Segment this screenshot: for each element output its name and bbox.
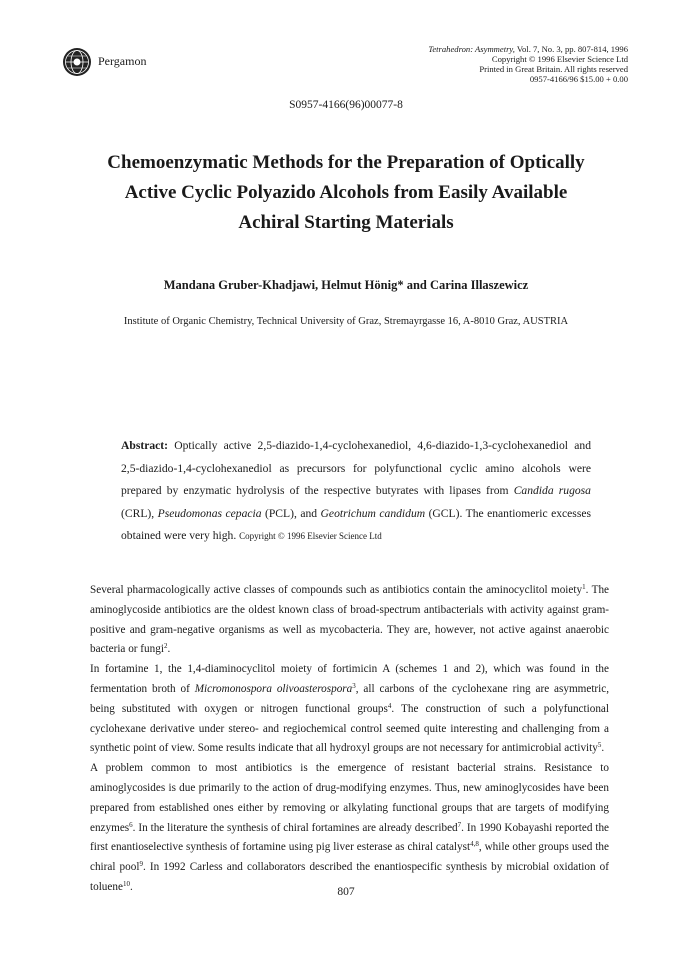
abstract-copyright: Copyright © 1996 Elsevier Science Ltd <box>239 531 382 541</box>
reference-marker: 5 <box>597 741 602 750</box>
reference-marker: 4,8 <box>470 840 479 849</box>
paragraph-text: . The aminoglycoside antibiotics are the oldest known class of broad-spectrum antibacterials with activity against gram-positive and gram-negative organisms as well as mycobacteria. They are, however, not active against anaerobic bacteria or fungi <box>90 584 609 656</box>
publisher-name: Pergamon <box>98 54 147 68</box>
reference-marker: 10 <box>122 879 130 888</box>
reference-marker: 1 <box>582 583 586 591</box>
journal-citation <box>328 44 628 54</box>
species-name: Geotrichum candidum <box>320 506 426 520</box>
abstract <box>121 435 591 548</box>
abstract-text: (GCL). The enantiomeric excesses obtained were very high. <box>121 506 591 542</box>
article-identifier: S0957-4166(96)00077-8 <box>289 99 403 111</box>
species-name: Candida rugosa <box>513 484 591 497</box>
paragraph-text: . In 1992 Carless and collaborators described the enantiospecific synthesis by microbial oxidation of toluene <box>90 861 610 893</box>
printed-line: Printed in Great Britain. All rights reserved <box>479 64 628 74</box>
reference-marker: 3 <box>352 681 356 690</box>
abstract-text: (PCL), and <box>261 506 321 520</box>
author-affiliation: Institute of Organic Chemistry, Technical University of Graz, Stremayrgasse 16, A-8010 Graz, AUSTRIA <box>123 316 569 327</box>
abstract-text: Optically active 2,5-diazido-1,4-cyclohexanediol, 4,6-diazido-1,3-cyclohexanediol and 2,5-diazido-1,4-cyclohexanediol as precursors for polyfunctional cyclic amino alcohols were prepared by enzymatic hydrolysis of the respective butyrates with lipases from <box>121 439 591 497</box>
copyright-line: Copyright © 1996 Elsevier Science Ltd <box>491 54 628 64</box>
journal-citation-block <box>328 44 628 84</box>
paragraph-text: In fortamine 1, the 1,4-diaminocyclitol moiety of fortimicin A (schemes 1 and 2), which was found in the fermentation broth of <box>90 663 609 695</box>
paragraph <box>90 660 609 759</box>
page-number: 807 <box>337 886 355 898</box>
reference-marker: 6 <box>129 820 133 829</box>
paragraph-text: . The construction of such a polyfunctional cyclohexane derivative under stereo- and regiochemical control seemed quite interesting and challenging from a synthetic point of view. Some results indicate that all hydroxyl groups are not necessary for antimicrobial activity <box>90 702 609 755</box>
body-text <box>90 581 609 898</box>
paragraph-text: , while other groups used the chiral pool <box>90 841 609 874</box>
paragraph-text: . In the literature the synthesis of chiral fortamines are already described <box>132 821 458 834</box>
paragraph-text: Several pharmacologically active classes of compounds such as antibiotics contain the aminocyclitol moiety <box>90 584 583 596</box>
reference-marker: 2 <box>163 642 168 651</box>
species-name: Pseudomonas cepacia <box>157 506 262 520</box>
paragraph-text: . <box>601 742 605 755</box>
paragraph-text: . <box>129 880 133 893</box>
reference-marker: 7 <box>457 820 462 829</box>
author-list: Mandana Gruber-Khadjawi, Helmut Hönig* and Carina Illaszewicz <box>163 278 529 292</box>
abstract-text: (CRL), <box>121 506 158 520</box>
reference-marker: 4 <box>387 701 392 710</box>
paragraph-text: , all carbons of the cyclohexane ring are asymmetric, being substituted with oxygen or nitrogen functional groups <box>90 682 610 715</box>
journal-name: Tetrahedron: Asymmetry, <box>428 44 515 54</box>
abstract-label: Abstract: <box>121 439 169 452</box>
journal-volume: Vol. 7, No. 3, pp. 807-814, 1996 <box>514 44 628 54</box>
issn-line: 0957-4166/96 $15.00 + 0.00 <box>529 74 628 84</box>
article-title: Chemoenzymatic Methods for the Preparation of Optically Active Cyclic Polyazido Alcohols from Easily Available Achiral Starting Materials <box>107 152 585 233</box>
paragraph-text: . <box>167 643 171 656</box>
reference-marker: 9 <box>139 860 143 869</box>
paragraph-text: . In 1990 Kobayashi reported the first enantioselective synthesis of fortamine using pig liver esterase as chiral catalyst <box>90 821 609 854</box>
paragraph-text: A problem common to most antibiotics is the emergence of resistant bacterial strains. Resistance to aminoglycosides is due primarily to the action of drug-modifying enzymes. Thus, new aminoglycosides have been prepared from established ones either by removing or alkylating functional groups that are targets of modifying enzymes <box>90 762 609 834</box>
paragraph <box>90 759 609 898</box>
species-name: Micromonospora olivoasterospora <box>194 682 353 695</box>
paragraph <box>90 581 609 660</box>
pergamon-globe-logo-icon <box>62 47 92 77</box>
